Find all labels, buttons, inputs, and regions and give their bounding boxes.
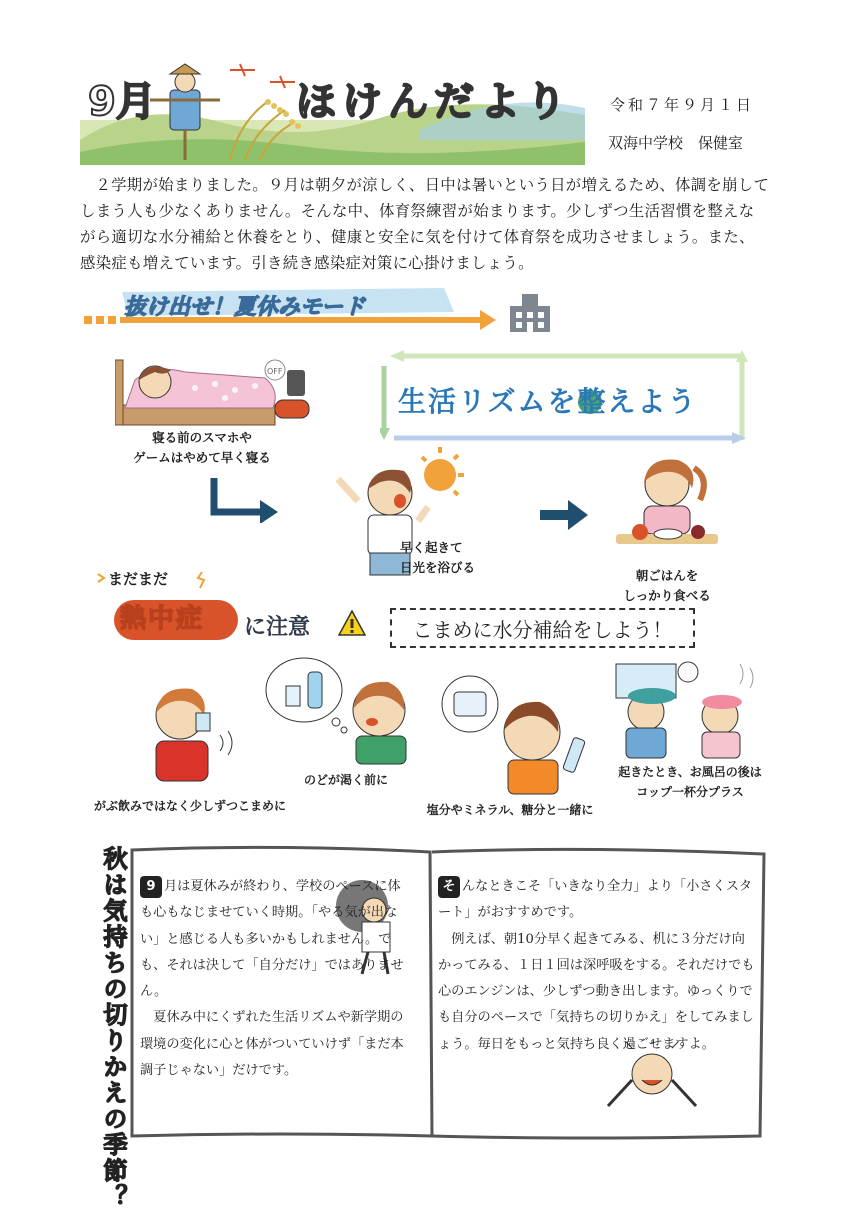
issue-date: 令和７年９月１日 [610, 96, 755, 114]
thirsty-boy-illustration [264, 650, 424, 765]
warning-icon [338, 610, 366, 636]
flow-arrow-right-icon [540, 500, 588, 530]
sleeping-girl-illustration [115, 350, 315, 430]
dropcap-so: そ [438, 876, 460, 898]
col1-paragraph1: 月は夏休みが終わり、学校のペースに体も心もなじませていく時期。「やる気が出ない」と感じる人も多いかもしれません。でも、それは決して「自分だけ」ではありません。 [140, 879, 404, 1000]
cup-caption [600, 762, 780, 802]
salt-candy-icon [454, 692, 486, 716]
water-bottle-icon [308, 672, 322, 708]
flow-arrow-down-right-icon [210, 478, 280, 523]
issuer: 双海中学校 保健室 [608, 134, 744, 152]
wake-caption [400, 538, 530, 578]
girl-drinking-illustration [130, 675, 240, 785]
phone-icon [287, 370, 305, 396]
rhythm-title: 生活リズムを整えよう [398, 385, 698, 418]
water-reminder-box: こまめに水分補給をしよう！ [390, 608, 695, 648]
col1-paragraph2: 夏休み中にくずれた生活リズムや新学期の環境の変化に心と体がついていけず「まだ本調子じゃない」だけです。 [140, 1010, 404, 1079]
game-controller-icon [275, 400, 309, 418]
breakfast-caption [612, 566, 722, 606]
heat-subtitle: まだまだ [108, 570, 169, 588]
autumn-section-title: 秋は気持ちの切りかえの季節？ [99, 846, 127, 1210]
title-month: 9月 [88, 79, 156, 125]
school-building-icon [510, 294, 550, 332]
dropcap-nine: 9 [140, 876, 162, 898]
sleep-caption-line2: ゲームはやめて早く寝る [133, 450, 271, 465]
autumn-column-left [140, 874, 412, 1084]
wake-caption-line2: 日光を浴びる [400, 560, 476, 575]
boy-salt-candy-illustration [436, 672, 596, 797]
breakfast-caption-line2: しっかり食べる [623, 588, 711, 603]
sports-drink-bottle-icon [563, 737, 586, 773]
cup-caption-line2: コップ一杯分プラス [636, 785, 744, 799]
sleep-caption-line1: 寝る前のスマホや [152, 430, 252, 445]
cup-caption-line1: 起きたとき、お風呂の後は [618, 765, 762, 779]
newsletter-title: ほけんだより [296, 79, 572, 125]
dragonfly-icon [230, 64, 295, 88]
phone-off-label: OFF [267, 367, 283, 376]
intro-paragraph: ２学期が始まりました。９月は朝夕が涼しく、日中は暑いという日が増えるため、体調を崩してしまう人も少なくありません。そんな中、体育祭練習が始まります。少しずつ生活習慣を整えながら適切な水分補給と休養をとり、健康と安全に気を付けて体育祭を成功させましょう。また、感染症も増えています。引き続き感染症対策に心掛けましょう。 [80, 176, 770, 272]
sip-caption: がぶ飲みではなく少しずつこまめに [93, 799, 286, 813]
heat-caution-label: に注意 [244, 615, 311, 640]
breakfast-caption-line1: 朝ごはんを [635, 568, 699, 583]
salt-caption: 塩分やミネラル、糖分と一緒に [426, 803, 594, 817]
col2-paragraph2: 例えば、朝10分早く起きてみる、机に３分だけ向かってみる、１日１回は深呼吸をする。それだけでも心のエンジンは、少しずつ動き出します。ゆっくりでも自分のペースで「気持ちの切りかえ」をしてみましょう。毎日をもっと気持ち良く過ごせますよ。 [438, 931, 755, 1052]
heat-title: 熱中症 [120, 604, 205, 634]
col2-paragraph1: んなときこそ「いきなり全力」より「小さくスタート」がおすすめです。 [438, 879, 753, 921]
sun-icon [422, 447, 464, 495]
breakfast-girl-illustration [612, 448, 722, 558]
thirst-caption: のどが渇く前に [303, 773, 388, 787]
wake-and-bath-illustration [612, 660, 762, 760]
glass-icon [286, 686, 300, 706]
summer-banner-title: 抜け出せ！夏休みモード [124, 295, 366, 320]
sleep-caption [112, 428, 292, 468]
wake-caption-line1: 早く起きて [400, 540, 463, 555]
autumn-column-right [438, 874, 756, 1058]
